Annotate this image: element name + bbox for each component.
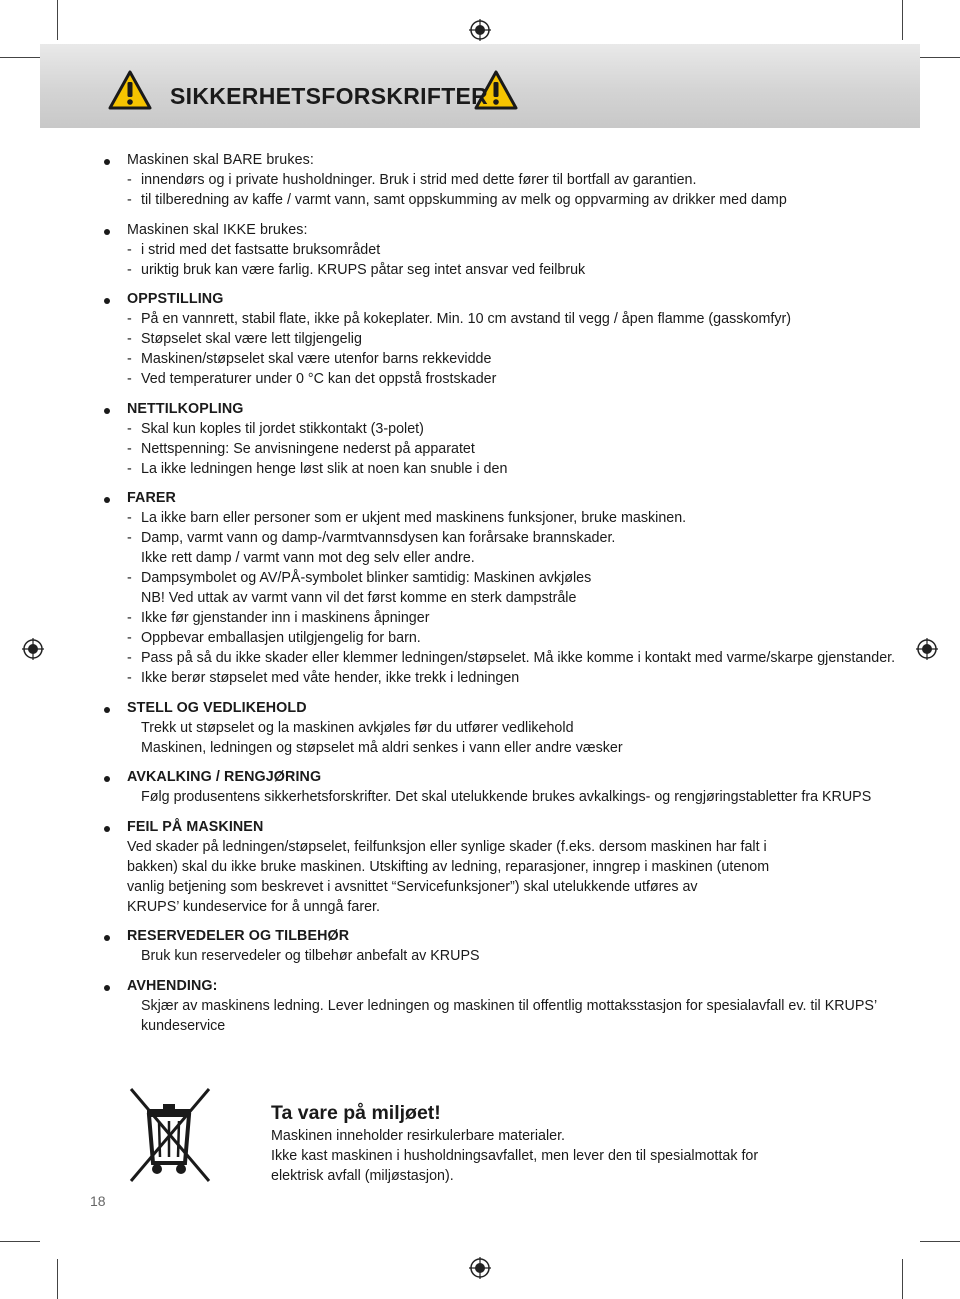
bullet-icon: [104, 159, 110, 165]
section-title: FEIL PÅ MASKINEN: [127, 818, 264, 835]
section-text: kundeservice: [141, 1017, 226, 1034]
section-text: Ved skader på ledningen/støpselet, feilfunksjon eller synlige skader (f.eks. dersom maskinen har falt i: [127, 838, 767, 855]
safety-section: [104, 926, 884, 966]
bullet-icon: [104, 408, 110, 414]
list-item-text: Pass på så du ikke skader eller klemmer ledningen/støpselet. Må ikke komme i kontakt med varme/skarpe gjenstander.: [141, 650, 896, 666]
section-title: FARER: [127, 490, 176, 506]
section-title: Maskinen skal IKKE brukes:: [127, 221, 308, 238]
list-item: [127, 528, 884, 548]
section-title: Maskinen skal BARE brukes:: [127, 152, 314, 168]
bullet-icon: [104, 985, 110, 991]
safety-section: [104, 976, 884, 1036]
section-title: RESERVEDELER OG TILBEHØR: [127, 928, 350, 944]
list-item-text: i strid med det fastsatte bruksområdet: [141, 241, 381, 258]
list-item-text: La ikke barn eller personer som er ukjent med maskinens funksjoner, bruke maskinen.: [141, 510, 687, 526]
list-item: [127, 508, 884, 528]
section-title: AVKALKING / RENGJØRING: [127, 769, 322, 785]
dash-marker: -: [127, 670, 132, 686]
list-item-text: Nettspenning: Se anvisningene nederst på apparatet: [141, 440, 475, 457]
list-item-continuation: Ikke rett damp / varmt vann mot deg selv eller andre.: [141, 550, 475, 566]
list-item-text: innendørs og i private husholdninger. Bruk i strid med dette fører til bortfall av garantien.: [141, 172, 697, 188]
list-item-text: uriktig bruk kan være farlig. KRUPS påtar seg intet ansvar ved feilbruk: [141, 261, 586, 278]
safety-section: [104, 399, 884, 479]
dash-marker: -: [127, 650, 132, 666]
list-item-text: Ikke berør støpselet med våte hender, ikke trekk i ledningen: [141, 670, 520, 686]
dash-marker: -: [127, 241, 132, 258]
list-item: [127, 628, 884, 648]
environment-line: elektrisk avfall (miljøstasjon).: [271, 1168, 454, 1184]
bullet-icon: [104, 497, 110, 503]
registration-mark-icon: [469, 19, 491, 41]
section-text: Bruk kun reservedeler og tilbehør anbefalt av KRUPS: [141, 948, 480, 964]
list-item: [127, 349, 884, 369]
page-title: SIKKERHETSFORSKRIFTER: [170, 83, 489, 109]
dash-marker: -: [127, 530, 132, 546]
bullet-icon: [104, 298, 110, 304]
bullet-icon: [104, 826, 110, 832]
list-item: [127, 439, 884, 459]
environment-title: Ta vare på miljøet!: [271, 1102, 441, 1124]
safety-section: [104, 150, 884, 210]
section-text: Følg produsentens sikkerhetsforskrifter. Det skal utelukkende brukes avkalkings- og rengjøringstabletter fra KRUPS: [141, 789, 872, 805]
safety-section: [104, 698, 884, 758]
list-item: [127, 668, 884, 688]
section-title: NETTILKOPLING: [127, 400, 244, 417]
section-text: Trekk ut støpselet og la maskinen avkjøles før du utfører vedlikehold: [141, 719, 574, 736]
section-text: Maskinen, ledningen og støpselet må aldri senkes i vann eller andre væsker: [141, 739, 623, 756]
list-item: [127, 369, 884, 389]
list-item-text: Dampsymbolet og AV/PÅ-symbolet blinker samtidig: Maskinen avkjøles: [141, 570, 592, 586]
list-item-text: På en vannrett, stabil flate, ikke på kokeplater. Min. 10 cm avstand til vegg / åpen flamme (gasskomfyr): [141, 311, 792, 327]
bullet-icon: [104, 229, 110, 235]
environment-line: Ikke kast maskinen i husholdningsavfallet, men lever den til spesialmottak for: [271, 1148, 759, 1164]
safety-section: [104, 289, 884, 389]
warning-icon: [108, 70, 152, 110]
list-item: [127, 309, 884, 329]
section-text: Skjær av maskinens ledning. Lever ledningen og maskinen til offentlig mottaksstasjon for spesialavfall ev. til KRUPS’: [141, 997, 878, 1014]
safety-section: [104, 220, 884, 280]
dash-marker: -: [127, 172, 132, 188]
bullet-icon: [104, 776, 110, 782]
list-item-text: Ikke før gjenstander inn i maskinens åpninger: [141, 610, 430, 626]
list-item: [127, 419, 884, 439]
dash-marker: -: [127, 610, 132, 626]
crop-mark: [57, 1259, 58, 1299]
bullet-icon: [104, 707, 110, 713]
safety-section: [104, 767, 884, 807]
list-item-text: Oppbevar emballasjen utilgjengelig for barn.: [141, 630, 421, 646]
registration-mark-icon: [469, 1257, 491, 1279]
dash-marker: -: [127, 460, 132, 477]
list-item: [127, 459, 884, 479]
list-item-text: til tilberedning av kaffe / varmt vann, samt oppskumming av melk og oppvarming av drikker med damp: [141, 192, 787, 208]
section-text: bakken) skal du ikke bruke maskinen. Utskifting av ledning, reparasjoner, inngrep i maskinen (utenom: [127, 858, 770, 875]
safety-content: [104, 150, 896, 1045]
bullet-icon: [104, 935, 110, 941]
dash-marker: -: [127, 630, 132, 646]
environment-line: Maskinen inneholder resirkulerbare materialer.: [271, 1128, 566, 1144]
list-item: [127, 190, 884, 210]
list-item: [127, 329, 884, 349]
dash-marker: -: [127, 440, 132, 457]
dash-marker: -: [127, 371, 132, 387]
dash-marker: -: [127, 261, 132, 278]
registration-mark-icon: [916, 638, 938, 660]
dash-marker: -: [127, 192, 132, 208]
crop-mark: [57, 0, 58, 40]
environment-notice: [271, 1100, 791, 1186]
dash-marker: -: [127, 510, 132, 526]
safety-section: [104, 488, 896, 688]
crop-mark: [0, 1241, 40, 1242]
dash-marker: -: [127, 351, 132, 367]
safety-section: [104, 817, 884, 917]
list-item-text: Skal kun koples til jordet stikkontakt (3-polet): [141, 420, 424, 437]
section-text: KRUPS’ kundeservice for å unngå farer.: [127, 898, 380, 915]
section-title: AVHENDING:: [127, 977, 218, 994]
list-item: [127, 240, 884, 260]
crop-mark: [902, 0, 903, 40]
section-title: OPPSTILLING: [127, 291, 224, 307]
list-item-text: Maskinen/støpselet skal være utenfor barns rekkevidde: [141, 351, 492, 367]
list-item: [127, 608, 884, 628]
list-item: [127, 260, 884, 280]
list-item-text: Ved temperaturer under 0 °C kan det oppstå frostskader: [141, 371, 497, 387]
list-item-text: Støpselet skal være lett tilgjengelig: [141, 331, 362, 347]
page-number: 18: [90, 1193, 106, 1209]
dash-marker: -: [127, 311, 132, 327]
crop-mark: [0, 57, 40, 58]
list-item: [127, 648, 896, 668]
section-title: STELL OG VEDLIKEHOLD: [127, 699, 307, 716]
dash-marker: -: [127, 570, 132, 586]
registration-mark-icon: [22, 638, 44, 660]
list-item-text: La ikke ledningen henge løst slik at noen kan snuble i den: [141, 460, 508, 477]
list-item: [127, 568, 884, 588]
list-item-continuation: NB! Ved uttak av varmt vann vil det først komme en sterk dampstråle: [141, 590, 577, 606]
list-item-text: Damp, varmt vann og damp-/varmtvannsdysen kan forårsake brannskader.: [141, 530, 616, 546]
dash-marker: -: [127, 331, 132, 347]
crop-mark: [902, 1259, 903, 1299]
section-text: vanlig betjening som beskrevet i avsnittet “Servicefunksjoner”) skal utelukkende utføres av: [127, 878, 698, 895]
crop-mark: [920, 1241, 960, 1242]
dash-marker: -: [127, 420, 132, 437]
crop-mark: [920, 57, 960, 58]
list-item: [127, 170, 884, 190]
crossed-out-wheelie-bin-icon: [125, 1085, 215, 1185]
